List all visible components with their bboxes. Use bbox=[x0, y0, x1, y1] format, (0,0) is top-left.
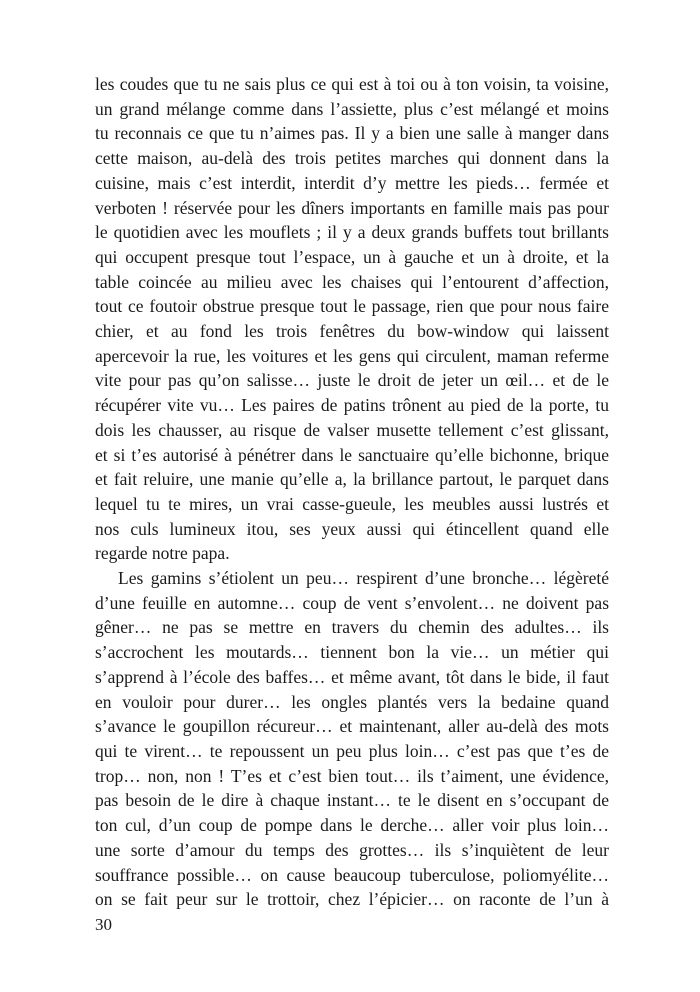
text-line: s’accrochent les moutards… tiennent bon la vie… un métier qui bbox=[95, 642, 609, 663]
text-line: qui te virent… te repoussent un peu plus loin… c’est pas que t’es de bbox=[95, 740, 609, 761]
text-line: verboten ! réservée pour les dîners importants en famille mais pas pour bbox=[95, 197, 609, 218]
text-line: en vouloir pour durer… les ongles plantés vers la bedaine quand bbox=[95, 691, 609, 712]
text-line: nos culs lumineux itou, ses yeux aussi qui étincellent quand elle bbox=[95, 518, 609, 539]
paragraph bbox=[95, 72, 609, 566]
text-line: une sorte d’amour du temps des grottes… ils s’inquiètent de leur bbox=[95, 839, 609, 860]
text-line: ton cul, d’un coup de pompe dans le derche… aller voir plus loin… bbox=[95, 815, 609, 836]
paragraph bbox=[95, 566, 609, 912]
text-line: lequel tu te mires, un vrai casse-gueule, les meubles aussi lustrés et bbox=[95, 493, 609, 514]
text-line: s’apprend à l’école des baffes… et même avant, tôt dans le bide, il faut bbox=[95, 666, 609, 687]
text-line: trop… non, non ! T’es et c’est bien tout… ils t’aiment, une évidence, bbox=[95, 765, 609, 786]
text-line: cuisine, mais c’est interdit, interdit d’y mettre les pieds… fermée et bbox=[95, 172, 609, 193]
text-line: un grand mélange comme dans l’assiette, plus c’est mélangé et moins bbox=[95, 98, 609, 119]
text-line: gêner… ne pas se mettre en travers du chemin des adultes… ils bbox=[95, 617, 609, 638]
text-line: on se fait peur sur le trottoir, chez l’épicier… on raconte de l’un à bbox=[95, 889, 609, 910]
text-line: regarde notre papa. bbox=[95, 543, 230, 564]
text-line: s’avance le goupillon récureur… et maintenant, aller au-delà des mots bbox=[95, 716, 609, 737]
text-line: et fait reluire, une manie qu’elle a, la brillance partout, le parquet dans bbox=[95, 469, 609, 490]
text-line: dois les chausser, au risque de valser musette tellement c’est glissant, bbox=[95, 419, 609, 440]
text-line: Les gamins s’étiolent un peu… respirent d’une bronche… légèreté bbox=[118, 568, 609, 589]
text-line: et si t’es autorisé à pénétrer dans le sanctuaire qu’elle bichonne, brique bbox=[95, 444, 609, 465]
page-number: 30 bbox=[95, 915, 112, 934]
text-line: les coudes que tu ne sais plus ce qui est à toi ou à ton voisin, ta voisine, bbox=[95, 74, 609, 94]
text-line: table coincée au milieu avec les chaises qui l’entourent d’affection, bbox=[95, 271, 609, 292]
text-line: tout ce foutoir obstrue presque tout le passage, rien que pour nous faire bbox=[95, 296, 609, 317]
text-line: cette maison, au-delà des trois petites marches qui donnent dans la bbox=[95, 148, 609, 169]
body-text bbox=[95, 72, 609, 912]
text-line: tu reconnais ce que tu n’aimes pas. Il y a bien une salle à manger dans bbox=[95, 123, 609, 144]
text-line: le quotidien avec les mouflets ; il y a deux grands buffets tout brillants bbox=[95, 222, 609, 243]
text-line: d’une feuille en automne… coup de vent s’envolent… ne doivent pas bbox=[95, 592, 609, 613]
text-line: apercevoir la rue, les voitures et les gens qui circulent, maman referme bbox=[95, 345, 609, 366]
text-line: vite pour pas qu’on salisse… juste le droit de jeter un œil… et de le bbox=[95, 370, 609, 391]
text-line: chier, et au fond les trois fenêtres du bow-window qui laissent bbox=[95, 321, 609, 342]
text-line: souffrance possible… on cause beaucoup tuberculose, poliomyélite… bbox=[95, 864, 609, 885]
text-line: récupérer vite vu… Les paires de patins trônent au pied de la porte, tu bbox=[95, 395, 609, 416]
text-line: qui occupent presque tout l’espace, un à gauche et un à droite, et la bbox=[95, 246, 609, 267]
text-line: pas besoin de le dire à chaque instant… te le disent en s’occupant de bbox=[95, 790, 609, 811]
